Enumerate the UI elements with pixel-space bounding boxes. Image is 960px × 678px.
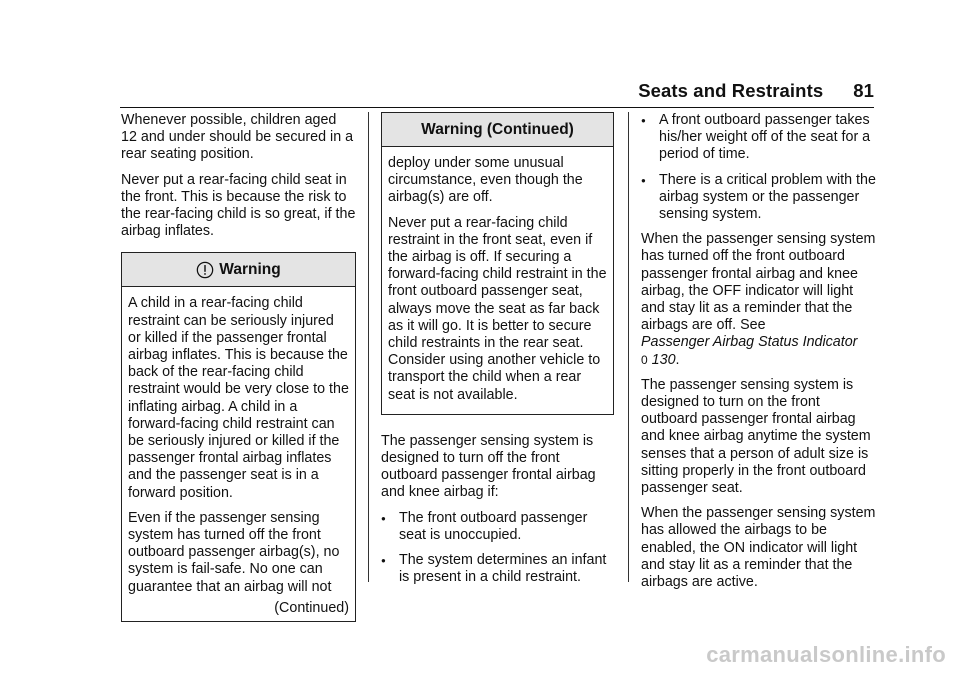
page-reference-icon: 0 — [641, 352, 648, 367]
column-3 — [641, 112, 876, 599]
column-2 — [381, 112, 614, 594]
page-number: 81 — [853, 80, 874, 101]
cross-reference-page[interactable]: 130 — [651, 351, 676, 368]
list-item — [641, 172, 876, 224]
warning-header-1 — [122, 253, 355, 287]
warning-title-2: Warning (Continued) — [421, 120, 574, 138]
paragraph-on-indicator: When the passenger sensing system has allowed the airbags to be enabled, the ON indicator will light and stay lit as a reminder that the airbags are active. — [641, 505, 876, 591]
warning-2-paragraph-1: deploy under some unusual circumstance, even though the airbag(s) are off. — [388, 155, 583, 206]
warning-title-1: Warning — [219, 261, 281, 279]
column-divider-1 — [368, 112, 369, 582]
header-rule — [120, 107, 874, 108]
cross-reference-link[interactable]: Passenger Airbag Status Indicator — [641, 334, 858, 351]
paragraph-off-indicator: When the passenger sensing system has turned off the front outboard passenger frontal airbag and knee airbag, the OFF indicator will light and stay lit as a reminder that the airbags are off. See Passenger Airbag Status Indicator 0 130. — [641, 231, 876, 368]
header-title — [638, 80, 874, 102]
paragraph-rear-facing-front: Never put a rear-facing child seat in the front. This is because the risk to the rear-facing child is so great, if the airbag inflates. — [121, 171, 356, 240]
bullet-text: The front outboard passenger seat is unoccupied. — [399, 509, 588, 543]
warning-box-1 — [121, 252, 356, 622]
warning-box-2 — [381, 112, 614, 415]
watermark: carmanualsonline.info — [706, 642, 946, 667]
column-1 — [121, 112, 356, 622]
continued-label: (Continued) — [274, 599, 349, 616]
warning-header-2 — [382, 113, 613, 147]
off-indicator-text: When the passenger sensing system has turned off the front outboard passenger frontal airbag and knee airbag, the OFF indicator will light and stay lit as a reminder that the airbags are off. See — [641, 231, 876, 334]
bullet-text: The system determines an infant is present in a child restraint. — [399, 552, 607, 586]
bullet-text: A front outboard passenger takes his/her weight off of the seat for a period of time. — [659, 112, 871, 163]
warning-body-2 — [382, 147, 613, 414]
list-item — [641, 112, 876, 164]
section-title: Seats and Restraints — [638, 80, 824, 101]
warning-2-paragraph-2: Never put a rear-facing child restraint in the front seat, even if the airbag is off. If securing a forward-facing child restraint in the front outboard passenger seat, always move the seat as far back as it will go. It is better to secure child restraints in the rear seat. Consider using another vehicle to transport the child when a rear seat is not available. — [388, 214, 607, 403]
warning-1-paragraph-2: Even if the passenger sensing system has turned off the front outboard passenger airbag(s), no system is fail-safe. No one can guarantee that an airbag will not — [128, 509, 340, 595]
paragraph-sensing-on: The passenger sensing system is designed to turn on the front outboard passenger frontal airbag and knee airbag anytime the system senses that a person of adult size is sitting properly in the front outboard passenger seat. — [641, 376, 871, 497]
bullet-icon: ● — [641, 116, 646, 125]
warning-body-1 — [122, 287, 355, 621]
list-item — [381, 552, 614, 586]
list-item — [381, 510, 614, 544]
paragraph-children-rear: Whenever possible, children aged 12 and under should be secured in a rear seating position. — [121, 112, 354, 163]
bullet-icon: ● — [641, 175, 646, 185]
paragraph-sensing-off: The passenger sensing system is designed to turn off the front outboard passenger frontal airbag and knee airbag if: — [381, 432, 596, 501]
warning-circle-icon — [196, 261, 214, 279]
bullet-icon: ● — [381, 556, 386, 566]
page-header — [0, 0, 960, 110]
column-divider-2 — [628, 112, 629, 582]
bullet-icon: ● — [381, 513, 386, 523]
bullet-text: There is a critical problem with the airbag system or the passenger sensing system. — [659, 171, 876, 223]
warning-1-paragraph-1: A child in a rear-facing child restraint can be seriously injured or killed if the passenger frontal airbag inflates. This is because the back of the rear-facing child restraint would be very close to the inflating airbag. A child in a forward-facing child restraint can be seriously injured or killed if the passenger frontal airbag inflates and the passenger seat is in a forward position. — [128, 295, 349, 501]
